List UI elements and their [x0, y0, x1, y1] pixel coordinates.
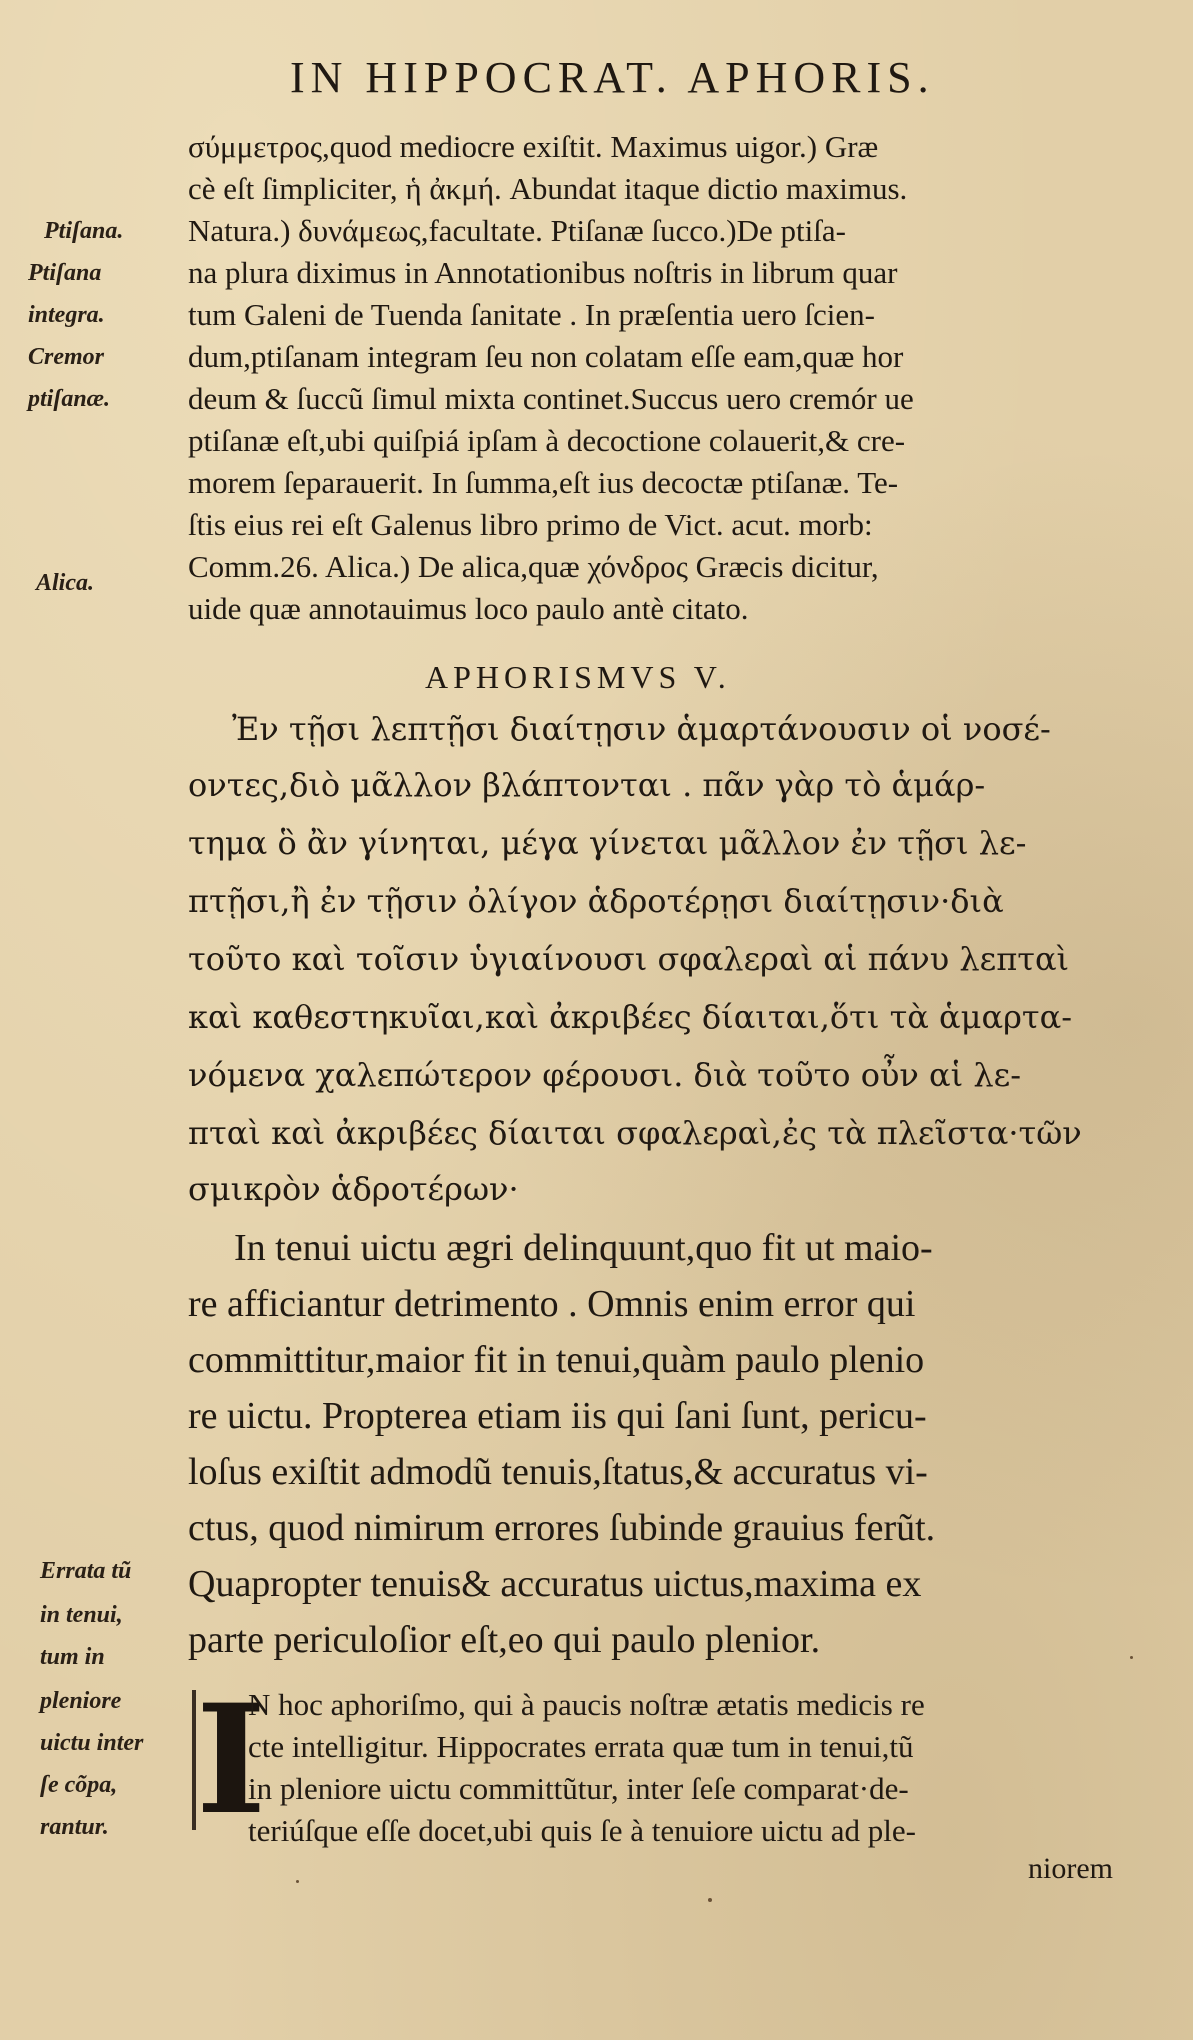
commentary-line: cte intelligitur. Hippocrates errata quæ tum in tenui,tũ — [248, 1729, 914, 1764]
marginal-note: uictu inter — [40, 1730, 144, 1756]
marginal-note: rantur. — [40, 1814, 109, 1840]
latin-line: In tenui uictu ægri delinquunt,quo fit ut maio- — [234, 1227, 933, 1269]
marginal-note: ptiſanæ. — [28, 386, 111, 412]
greek-line: τοῦτο καὶ τοῖσιν ὑγιαίνουσι σφαλεραὶ αἱ πάνυ λεπταὶ — [188, 940, 1070, 978]
greek-line: οντες,διὸ μᾶλλον βλάπτονται . πᾶν γὰρ τὸ ἁμάρ- — [188, 766, 986, 804]
marginal-note: Ptiſana — [28, 260, 102, 286]
latin-line: parte periculoſior eſt,eo qui paulo plenior. — [188, 1619, 821, 1661]
marginal-note: Alica. — [36, 570, 94, 596]
latin-line: Quapropter tenuis& accuratus uictus,maxima ex — [188, 1563, 922, 1605]
commentary-line: in pleniore uictu committũtur, inter ſeſe comparat·de- — [248, 1771, 909, 1806]
marginal-note: Cremor — [28, 344, 105, 370]
marginal-note: Ptiſana. — [44, 218, 124, 244]
commentary-line: na plura diximus in Annotationibus noſtris in librum quar — [188, 255, 898, 290]
commentary-line: Natura.) δυνάμεως,facultate. Ptiſanæ ſucco.)De ptiſa- — [188, 213, 846, 248]
commentary-line: N hoc aphoriſmo, qui à paucis noſtræ ætatis medicis re — [248, 1687, 925, 1722]
running-head: IN HIPPOCRAT. APHORIS. — [290, 53, 935, 102]
commentary-line: ſtis eius rei eſt Galenus libro primo de Vict. acut. morb: — [188, 507, 873, 542]
greek-line: σμικρὸν ἁδροτέρων· — [188, 1170, 519, 1208]
commentary-line: Comm.26. Alica.) De alica,quæ χόνδρος Græcis dicitur, — [188, 549, 879, 584]
greek-line: πτῇσι,ἢ ἐν τῇσιν ὀλίγον ἁδροτέρῃσι διαίτῃσιν·διὰ — [188, 882, 1004, 920]
latin-line: loſus exiſtit admodũ tenuis,ſtatus,& accuratus vi- — [188, 1451, 928, 1493]
commentary-line: deum & ſuccũ ſimul mixta continet.Succus uero cremór ue — [188, 381, 914, 416]
paper-speck — [708, 1898, 712, 1902]
paper-speck — [296, 1880, 299, 1883]
commentary-line: morem ſeparauerit. In ſumma,eſt ius decoctæ ptiſanæ. Te- — [188, 465, 899, 500]
marginal-note: ſe cõpa, — [40, 1772, 118, 1798]
drop-cap: I — [192, 1690, 240, 1830]
latin-line: re uictu. Propterea etiam iis qui ſani ſunt, pericu- — [188, 1395, 927, 1437]
commentary-line: cè eſt ſimpliciter, ἡ ἀκμή. Abundat itaque dictio maximus. — [188, 171, 908, 206]
latin-line: re afficiantur detrimento . Omnis enim error qui — [188, 1283, 916, 1325]
commentary-line: dum,ptiſanam integram ſeu non colatam eſſe eam,quæ hor — [188, 339, 904, 374]
commentary-line: tum Galeni de Tuenda ſanitate . In præſentia uero ſcien- — [188, 297, 875, 332]
greek-line: καὶ καθεστηκυῖαι,καὶ ἀκριβέες δίαιται,ὅτι τὰ ἁμαρτα- — [188, 998, 1072, 1036]
catchword: niorem — [1028, 1852, 1113, 1885]
marginal-note: pleniore — [40, 1688, 122, 1714]
greek-line: Ἐν τῇσι λεπτῇσι διαίτῃσιν ἁμαρτάνουσιν οἱ νοσέ- — [232, 710, 1051, 748]
marginal-note: integra. — [28, 302, 105, 328]
commentary-line: ptiſanæ eſt,ubi quiſpiá ipſam à decoctione colauerit,& cre- — [188, 423, 906, 458]
commentary-line: uide quæ annotauimus loco paulo antè citato. — [188, 591, 749, 626]
greek-line: νόμενα χαλεπώτερον φέρουσι. διὰ τοῦτο οὖν αἱ λε- — [188, 1056, 1022, 1094]
latin-line: committitur,maior fit in tenui,quàm paulo plenio — [188, 1339, 925, 1381]
marginal-note: tum in — [40, 1644, 105, 1670]
paper-speck — [1130, 1656, 1133, 1659]
aphorism-heading: APHORISMVS V. — [425, 659, 731, 695]
commentary-line: teriúſque eſſe docet,ubi quis ſe à tenuiore uictu ad ple- — [248, 1813, 916, 1848]
greek-line: τημα ὃ ἂν γίνηται, μέγα γίνεται μᾶλλον ἐν τῇσι λε- — [188, 824, 1027, 862]
marginal-note: in tenui, — [40, 1602, 123, 1628]
latin-line: ctus, quod nimirum errores ſubinde grauius ferũt. — [188, 1507, 936, 1549]
commentary-line: σύμμετρος,quod mediocre exiſtit. Maximus uigor.) Græ — [188, 129, 879, 164]
greek-line: πταὶ καὶ ἀκριβέες δίαιται σφαλεραὶ,ἐς τὰ πλεῖστα·τῶν — [188, 1114, 1082, 1152]
marginal-note: Errata tũ — [40, 1558, 132, 1584]
